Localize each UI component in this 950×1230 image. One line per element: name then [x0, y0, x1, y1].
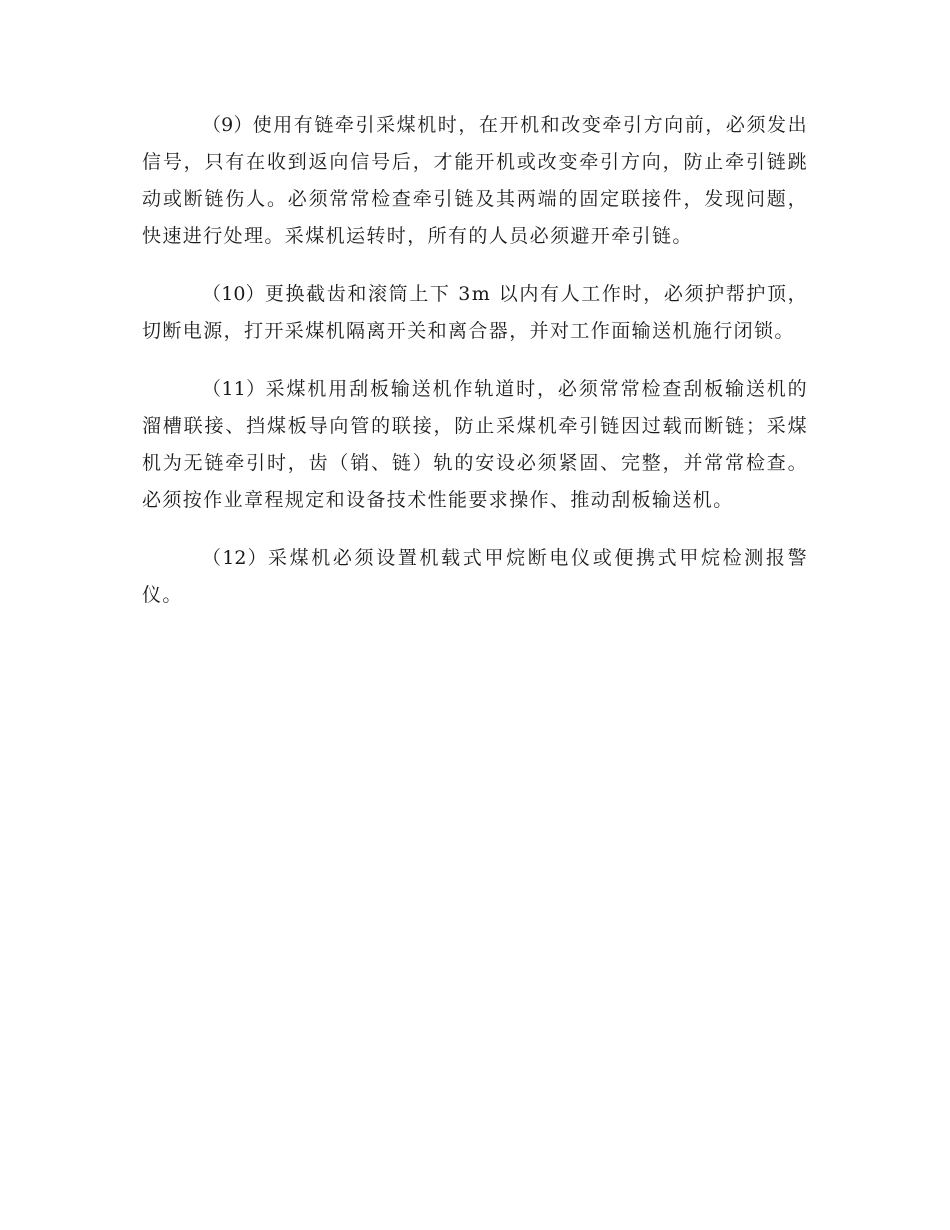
paragraph-marker: （11） — [202, 378, 266, 400]
paragraph-12 — [142, 540, 808, 614]
paragraph-text: 使用有链牵引采煤机时，在开机和改变牵引方向前，必须发出信号，只有在收到返向信号后，才能开机或改变牵引方向，防止牵引链跳动或断链伤人。必须常常检查牵引链及其两端的固定联接件，发现问题，快速进行处理。采煤机运转时，所有的人员必须避开牵引链。 — [142, 114, 808, 247]
paragraph-marker: （10） — [202, 283, 265, 305]
paragraph-marker: （9） — [202, 114, 253, 136]
paragraph-10 — [142, 276, 808, 350]
paragraph-text: 采煤机必须设置机载式甲烷断电仪或便携式甲烷检测报警仪。 — [142, 547, 808, 606]
paragraph-marker: （12） — [202, 547, 268, 569]
document-body — [142, 107, 808, 635]
paragraph-text: 采煤机用刮板输送机作轨道时，必须常常检查刮板输送机的溜槽联接、挡煤板导向管的联接，防止采煤机牵引链因过载而断链；采煤机为无链牵引时，齿（销、链）轨的安设必须紧固、完整，并常常检查。必须按作业章程规定和设备技术性能要求操作、推动刮板输送机。 — [142, 378, 808, 511]
paragraph-text: 更换截齿和滚筒上下 3m 以内有人工作时，必须护帮护顶，切断电源，打开采煤机隔离开关和离合器，并对工作面输送机施行闭锁。 — [142, 283, 808, 342]
paragraph-9 — [142, 107, 808, 255]
paragraph-11 — [142, 371, 808, 519]
